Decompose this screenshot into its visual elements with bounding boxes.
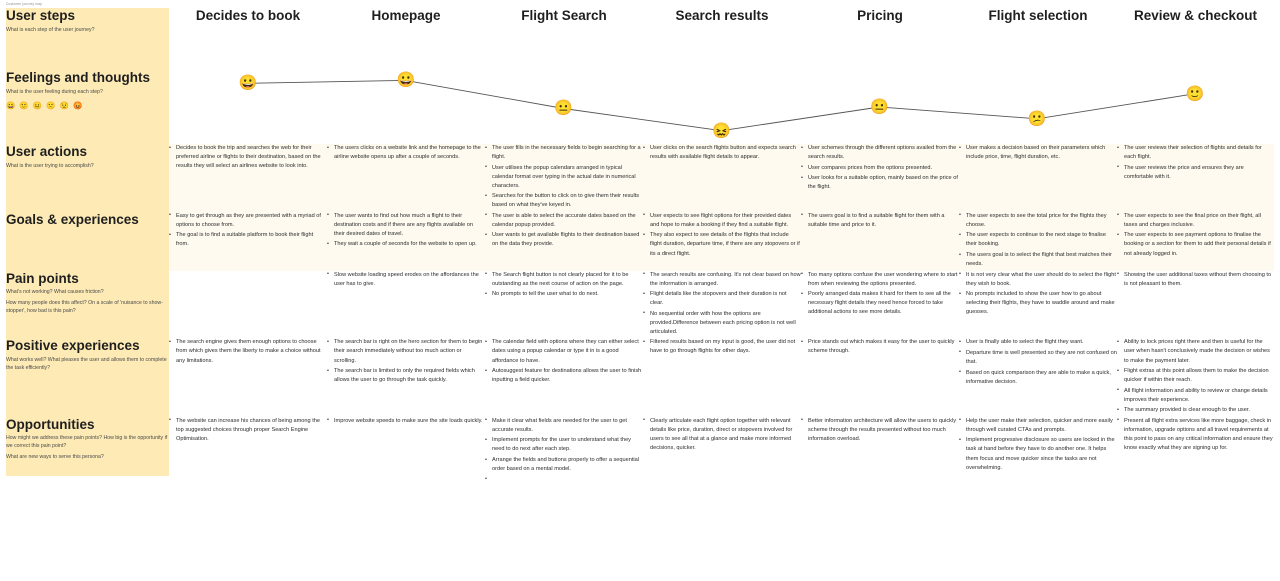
row-title: User steps <box>6 8 76 23</box>
bullet-list <box>327 212 485 250</box>
bullet-item: • No sequential order with how the options are provided.Difference between each pricing option is not well articulated. <box>643 310 801 337</box>
row-title: User actions <box>6 144 88 159</box>
column-header-6: Review & checkout <box>1117 8 1274 70</box>
bullet-item: • Flight details like the stopovers and their duration is not clear. <box>643 290 801 308</box>
cell-pain-1 <box>327 271 485 339</box>
column-header-0: Decides to book <box>169 8 327 70</box>
bullet-item: • Decides to book the trip and searches the web for their preferred airline or flights to their destination, based on the results they will select an airlines website to look into. <box>169 144 327 171</box>
bullet-item: • Too many options confuse the user wondering where to start from when reviewing the options presented. <box>801 271 959 289</box>
row-label-user-steps <box>6 8 169 70</box>
bullet-item: • User looks for a suitable option, mainly based on the price of the flight. <box>801 174 959 192</box>
bullet-list <box>169 212 327 250</box>
bullet-item: • Present all flight extra services like more baggage, check in information, upgrade options and all travel requirements at this point to pass on any critical information and ensure they know exactly what they are signing up for. <box>1117 417 1274 453</box>
bullet-item: • User utilises the popup calendars arranged in typical calendar format over typing in the actual date in numerical characters. <box>485 164 643 191</box>
bullet-item: • Arrange the fields and buttons properly to offer a sequential order based on a mental model. <box>485 456 643 474</box>
row-label-user-actions <box>6 144 169 212</box>
bullet-list <box>801 144 959 192</box>
bullet-item: • The user expects to see the final price on their flight, all taxes and charges inclusive. <box>1117 212 1274 230</box>
bullet-item: • Searches for the button to click on to give them their results based on what they've keyed in. <box>485 192 643 210</box>
cell-user-actions-6 <box>1117 144 1274 212</box>
row-title: Pain points <box>6 270 79 286</box>
cell-goals-5 <box>959 212 1117 271</box>
row-subtitle: What is the user feeling during each step? <box>6 88 103 95</box>
column-header-3: Search results <box>643 8 801 70</box>
row-label-opportunities <box>6 417 169 476</box>
bullet-list <box>327 417 485 426</box>
bullet-item: • It is not very clear what the user should do to select the flight they wish to book. <box>959 271 1117 289</box>
bullet-item: • The users goal is to select the flight that best matches their needs. <box>959 251 1117 269</box>
bullet-item: • The calendar field with options where they can either select dates using a popup calendar or type it in is a good affordance to have. <box>485 338 643 365</box>
cell-user-actions-4 <box>801 144 959 212</box>
cell-pain-4 <box>801 271 959 339</box>
bullet-item: • The goal is to find a suitable platform to book their flight from. <box>169 231 327 249</box>
bullet-item: • The search results are confusing. It's not clear based on how the information is arranged. <box>643 271 801 289</box>
bullet-list <box>1117 338 1274 415</box>
emotion-emoji-3: 😖 <box>712 122 731 140</box>
bullet-list <box>1117 144 1274 182</box>
row-subtitle: How might we address these pain points? How big is the opportunity if we correct this pain point? <box>6 435 168 450</box>
cell-goals-1 <box>327 212 485 271</box>
row-pain-points <box>6 271 1274 339</box>
cell-user-actions-3 <box>643 144 801 212</box>
cell-pain-5 <box>959 271 1117 339</box>
journey-map-table <box>6 8 1274 476</box>
bullet-item: • The user reviews their selection of flights and details for each flight. <box>1117 144 1274 162</box>
bullet-list <box>801 417 959 444</box>
cell-goals-2 <box>485 212 643 271</box>
bullet-item: • The search engine gives them enough options to choose from which gives them the liberty to make a choice without any limitations. <box>169 338 327 365</box>
cell-opportunities-6 <box>1117 417 1274 476</box>
bullet-item: • Better information architecture will allow the users to quickly scheme through the results presented without too much information overload. <box>801 417 959 444</box>
row-subtitle: What works well? What pleases the user and allows them to complete the task efficiently? <box>6 356 167 371</box>
bullet-list <box>801 271 959 318</box>
cell-positive-4 <box>801 338 959 416</box>
bullet-list <box>485 417 643 474</box>
bullet-item: • Implement progressive disclosure so users are locked in the task at hand before they have to do another one. It helps them focus and move quicker since the tasks are not overwhelming. <box>959 436 1117 472</box>
emotion-emoji-0: 😀 <box>238 74 258 92</box>
row-user-actions <box>6 144 1274 212</box>
bullet-item: • The user expects to see payment options to finalise the booking or a section for them to add their personal details if not already logged in. <box>1117 231 1274 258</box>
row-title: Positive experiences <box>6 338 140 354</box>
bullet-list <box>485 271 643 300</box>
row-title: Opportunities <box>6 416 95 432</box>
bullet-list <box>959 144 1117 162</box>
emotion-emoji-2: 😐 <box>554 99 573 117</box>
bullet-item: • Autosuggest feature for destinations allows the user to finish inputting a field quicker. <box>485 367 643 385</box>
cell-pain-2 <box>485 271 643 339</box>
bullet-item: • The user expects to see the total price for the flights they choose. <box>959 212 1117 230</box>
bullet-list <box>1117 417 1274 453</box>
emotion-curve-cell <box>169 70 1274 144</box>
row-label-goals <box>6 212 169 271</box>
bullet-item: • User compares prices from the options presented. <box>801 164 959 173</box>
row-feelings <box>6 70 1274 144</box>
cell-positive-1 <box>327 338 485 416</box>
row-subtitle-secondary: How many people does this affect? On a scale of 'nuisance to show-stopper', how bad is this pain? <box>6 299 163 314</box>
cell-user-actions-1 <box>327 144 485 212</box>
bullet-item: • The summary provided is clear enough to the user. <box>1117 406 1274 415</box>
bullet-item: • The search bar is right on the hero section for them to begin their search immediately without too much action or scrolling. <box>327 338 485 365</box>
bullet-item: • The users goal is to find a suitable flight for them with a suitable time and price to it. <box>801 212 959 230</box>
row-label-positive <box>6 338 169 416</box>
cell-goals-3 <box>643 212 801 271</box>
emotion-emoji-4: 😐 <box>870 98 889 116</box>
bullet-list <box>643 338 801 356</box>
column-header-5: Flight selection <box>959 8 1117 70</box>
row-subtitle: What is the user trying to accomplish? <box>6 162 94 169</box>
bullet-item: • The search bar is limited to only the required fields which allows the user to go through the task quickly. <box>327 367 485 385</box>
cell-pain-3 <box>643 271 801 339</box>
row-goals <box>6 212 1274 271</box>
row-title: Feelings and thoughts <box>6 70 150 85</box>
bullet-item: • Showing the user additional taxes without them choosing to is not pleasant to them. <box>1117 271 1274 289</box>
cell-goals-4 <box>801 212 959 271</box>
emotion-scale-legend: 😀 🙂 😐 🙁 😟 😡 <box>6 101 84 111</box>
bullet-item: • They also expect to see details of the flights that include flight duration, departure time, if there are any stopovers or if its a direct flight. <box>643 231 801 258</box>
bullet-list <box>1117 212 1274 259</box>
bullet-list <box>485 338 643 385</box>
cell-opportunities-1 <box>327 417 485 476</box>
cell-goals-0 <box>169 212 327 271</box>
row-title: Goals & experiences <box>6 211 139 227</box>
bullet-list <box>959 338 1117 386</box>
cell-pain-0 <box>169 271 327 339</box>
row-subtitle: What is each step of the user journey? <box>6 26 95 33</box>
bullet-item: • User wants to get available flights to their destination based on the data they provide. <box>485 231 643 249</box>
bullet-list <box>1117 271 1274 289</box>
bullet-list <box>643 271 801 337</box>
bullet-item: • Implement prompts for the user to understand what they need to do next after each step. <box>485 436 643 454</box>
bullet-item: • The user is able to select the accurate dates based on the calendar popup provided. <box>485 212 643 230</box>
bullet-item: • The website can increase his chances of being among the top suggested choices through proper Search Engine Optimisation. <box>169 417 327 444</box>
bullet-list <box>169 338 327 365</box>
bullet-list <box>959 212 1117 269</box>
emotion-curve-line <box>169 70 1274 144</box>
column-header-2: Flight Search <box>485 8 643 70</box>
row-label-feelings <box>6 70 169 144</box>
bullet-item: • Improve website speeds to make sure the site loads quickly. <box>327 417 485 426</box>
bullet-list <box>959 271 1117 318</box>
cell-positive-2 <box>485 338 643 416</box>
bullet-item: • No prompts included to show the user how to go about selecting their flights, they have to waddle around and make guesses. <box>959 290 1117 317</box>
bullet-item: • User makes a decision based on their parameters which include price, time, flight duration, etc. <box>959 144 1117 162</box>
cell-opportunities-3 <box>643 417 801 476</box>
bullet-item: • No prompts to tell the user what to do next. <box>485 290 643 299</box>
cell-user-actions-2 <box>485 144 643 212</box>
bullet-item: • The Search flight button is not clearly placed for it to be outstanding as the next course of action on the page. <box>485 271 643 289</box>
bullet-item: • User clicks on the search flights button and expects search results with available flight details to appear. <box>643 144 801 162</box>
bullet-list <box>801 338 959 356</box>
column-header-4: Pricing <box>801 8 959 70</box>
bullet-item: • Ability to lock prices right there and then is useful for the user when hasn't conclusively made the decision or wishes to make the payment later. <box>1117 338 1274 365</box>
cell-opportunities-0 <box>169 417 327 476</box>
bullet-item: • User schemes through the different options availed from the search results. <box>801 144 959 162</box>
bullet-list <box>643 417 801 453</box>
row-subtitle-secondary: What are new ways to serve this persona? <box>6 453 104 460</box>
bullet-list <box>801 212 959 230</box>
bullet-list <box>959 417 1117 473</box>
cell-positive-5 <box>959 338 1117 416</box>
row-label-pain-points <box>6 271 169 339</box>
cell-positive-0 <box>169 338 327 416</box>
cell-goals-6 <box>1117 212 1274 271</box>
bullet-item: • The user expects to continue to the next stage to finalise their booking. <box>959 231 1117 249</box>
cell-opportunities-5 <box>959 417 1117 476</box>
bullet-item: • The users clicks on a website link and the homepage to the airline website opens up after a couple of seconds. <box>327 144 485 162</box>
bullet-item: • Based on quick comparison they are able to make a quick, informative decision. <box>959 369 1117 387</box>
row-positive-experiences <box>6 338 1274 416</box>
bullet-list <box>485 212 643 250</box>
cell-user-actions-5 <box>959 144 1117 212</box>
bullet-item: • Make it clear what fields are needed for the user to get accurate results. <box>485 417 643 435</box>
emotion-emoji-1: 😀 <box>396 71 416 89</box>
bullet-list <box>327 144 485 162</box>
bullet-item: • Flight extras at this point allows them to make the decision quicker if within their reach. <box>1117 367 1274 385</box>
bullet-list <box>643 144 801 162</box>
bullet-item: • Price stands out which makes it easy for the user to quickly scheme through. <box>801 338 959 356</box>
cell-opportunities-2 <box>485 417 643 476</box>
bullet-item: • The user fills in the necessary fields to begin searching for a flight. <box>485 144 643 162</box>
bullet-item: • User is finally able to select the flight they want. <box>959 338 1117 347</box>
bullet-item: • Help the user make their selection, quicker and more easily through well curated CTAs and prompts. <box>959 417 1117 435</box>
bullet-item: • Clearly articulate each flight option together with relevant details like price, duration, direct or stopovers involved for users to see all that at a glance and make more informed decisions, quicker. <box>643 417 801 453</box>
bullet-item: • Easy to get through as they are presented with a myriad of options to choose from. <box>169 212 327 230</box>
bullet-item: • Poorly arranged data makes it hard for them to see all the necessary flight details they need hence forced to take additional actions to see more details. <box>801 290 959 317</box>
bullet-item: • Slow website loading speed erodes on the affordances the user has to give. <box>327 271 485 289</box>
row-subtitle: What's not working? What causes friction? <box>6 289 104 296</box>
bullet-item: • Filtered results based on my input is good, the user did not have to go through flights for other days. <box>643 338 801 356</box>
bullet-item: • The user reviews the price and ensures they are comfortable with it. <box>1117 164 1274 182</box>
emotion-emoji-6: 🙂 <box>1185 85 1205 103</box>
bullet-list <box>169 417 327 444</box>
row-opportunities <box>6 417 1274 476</box>
bullet-list <box>327 271 485 289</box>
bullet-item: • Departure time is well presented so they are not confused on that. <box>959 349 1117 367</box>
column-header-1: Homepage <box>327 8 485 70</box>
row-user-steps <box>6 8 1274 70</box>
cell-positive-6 <box>1117 338 1274 416</box>
bullet-list <box>643 212 801 259</box>
bullet-list <box>327 338 485 385</box>
cell-user-actions-0 <box>169 144 327 212</box>
bullet-item: • User expects to see flight options for their provided dates and hope to make a booking if they find a suitable flight. <box>643 212 801 230</box>
bullet-list <box>485 144 643 210</box>
emotion-emoji-5: 😕 <box>1027 110 1047 128</box>
corner-note: Customer journey map <box>6 2 43 6</box>
bullet-item: • They wait a couple of seconds for the website to open up. <box>327 240 485 249</box>
cell-opportunities-4 <box>801 417 959 476</box>
bullet-list <box>169 144 327 171</box>
emotion-curve-layer <box>169 70 1274 144</box>
cell-positive-3 <box>643 338 801 416</box>
cell-pain-6 <box>1117 271 1274 339</box>
bullet-item: • The user wants to find out how much a flight to their destination costs and if there are any flights available on their desired dates of travel. <box>327 212 485 239</box>
bullet-item: • All flight information and ability to review or change details improves their experience. <box>1117 387 1274 405</box>
